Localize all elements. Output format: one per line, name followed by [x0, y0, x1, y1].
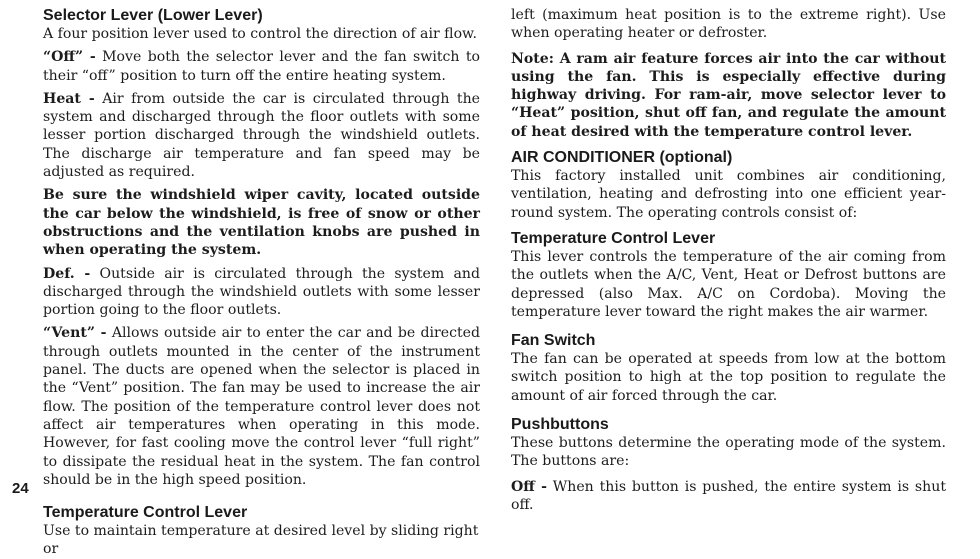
- temperature-control-heading-left: Temperature Control Lever: [43, 504, 248, 522]
- def-position-term: Def. -: [43, 265, 91, 282]
- fan-switch-text: The fan can be operated at speeds from low at the bottom switch position to high at the top position to regulate the amount of air forced through the car.: [511, 351, 946, 404]
- temperature-control-continued: left (maximum heat position is to the extreme right). Use when operating heater or defroster.: [511, 7, 946, 42]
- heat-position-text: Air from outside the car is circulated through the system and discharged through the floor outlets with some lesser portion discharged through the windshield outlets. The discharge air temperature and fan speed may be adjusted as required.: [43, 90, 480, 181]
- fan-switch-heading: Fan Switch: [511, 332, 596, 350]
- right-column: [511, 6, 946, 514]
- vent-position-text: Allows outside air to enter the car and be directed through outlets mounted in the center of the instrument panel. The ducts are opened when the selector is placed in the “Vent” position. The fan may be used to increase the air flow. The position of the temperature control lever does not affect air temperatures when operating in this mode. However, for fast cooling move the control lever “full right” to dissipate the residual heat in the system. The fan control should be in the high speed position.: [43, 325, 481, 488]
- pushbuttons-text: These buttons determine the operating mode of the system. The buttons are:: [511, 435, 946, 470]
- heat-position-term: Heat -: [43, 90, 95, 107]
- temperature-control-text-left: Use to maintain temperature at desired level by sliding right or: [43, 523, 479, 558]
- off-button-term: Off -: [511, 478, 547, 495]
- def-position-text: Outside air is circulated through the system and discharged through the windshield outlets with some lesser portion going to the floor outlets.: [43, 265, 480, 319]
- selector-lever-intro: A four position lever used to control the direction of air flow.: [43, 26, 477, 42]
- page-number: 24: [12, 480, 29, 497]
- off-button-text: When this button is pushed, the entire system is shut off.: [511, 478, 946, 513]
- def-position-paragraph: [43, 265, 480, 320]
- heat-position-paragraph: [43, 90, 480, 181]
- off-position-paragraph: [43, 48, 480, 85]
- left-column: [43, 6, 480, 559]
- off-position-text: Move both the selector lever and the fan switch to their “off” position to turn off the entire heating system.: [43, 49, 480, 84]
- selector-lever-heading: Selector Lever (Lower Lever): [43, 7, 263, 24]
- air-conditioner-text: This factory installed unit combines air conditioning, ventilation, heating and defrosting into one efficient year-round system. The operating controls consist of:: [511, 168, 946, 221]
- windshield-wiper-warning: Be sure the windshield wiper cavity, located outside the car below the windshield, is free of snow or other obstructions and the ventilation knobs are pushed in when operating the system.: [43, 187, 480, 259]
- pushbuttons-heading: Pushbuttons: [511, 416, 609, 434]
- temperature-control-heading-right: Temperature Control Lever: [511, 229, 716, 247]
- off-position-term: “Off” -: [43, 49, 96, 66]
- vent-position-paragraph: [43, 324, 480, 489]
- temperature-control-text-right: This lever controls the temperature of the air coming from the outlets when the A/C, Vent, Heat or Defrost buttons are depressed (also Max. A/C on Cordoba). Moving the temperature lever toward the right makes the air warmer.: [511, 248, 946, 320]
- ram-air-note: Note: A ram air feature forces air into the car without using the fan. This is especially effective during highway driving. For ram-air, move selector lever to “Heat” position, shut off fan, and regulate the amount of heat desired with the temperature control lever.: [511, 50, 946, 140]
- vent-position-term: “Vent” -: [43, 325, 107, 342]
- air-conditioner-heading: AIR CONDITIONER (optional): [511, 149, 733, 167]
